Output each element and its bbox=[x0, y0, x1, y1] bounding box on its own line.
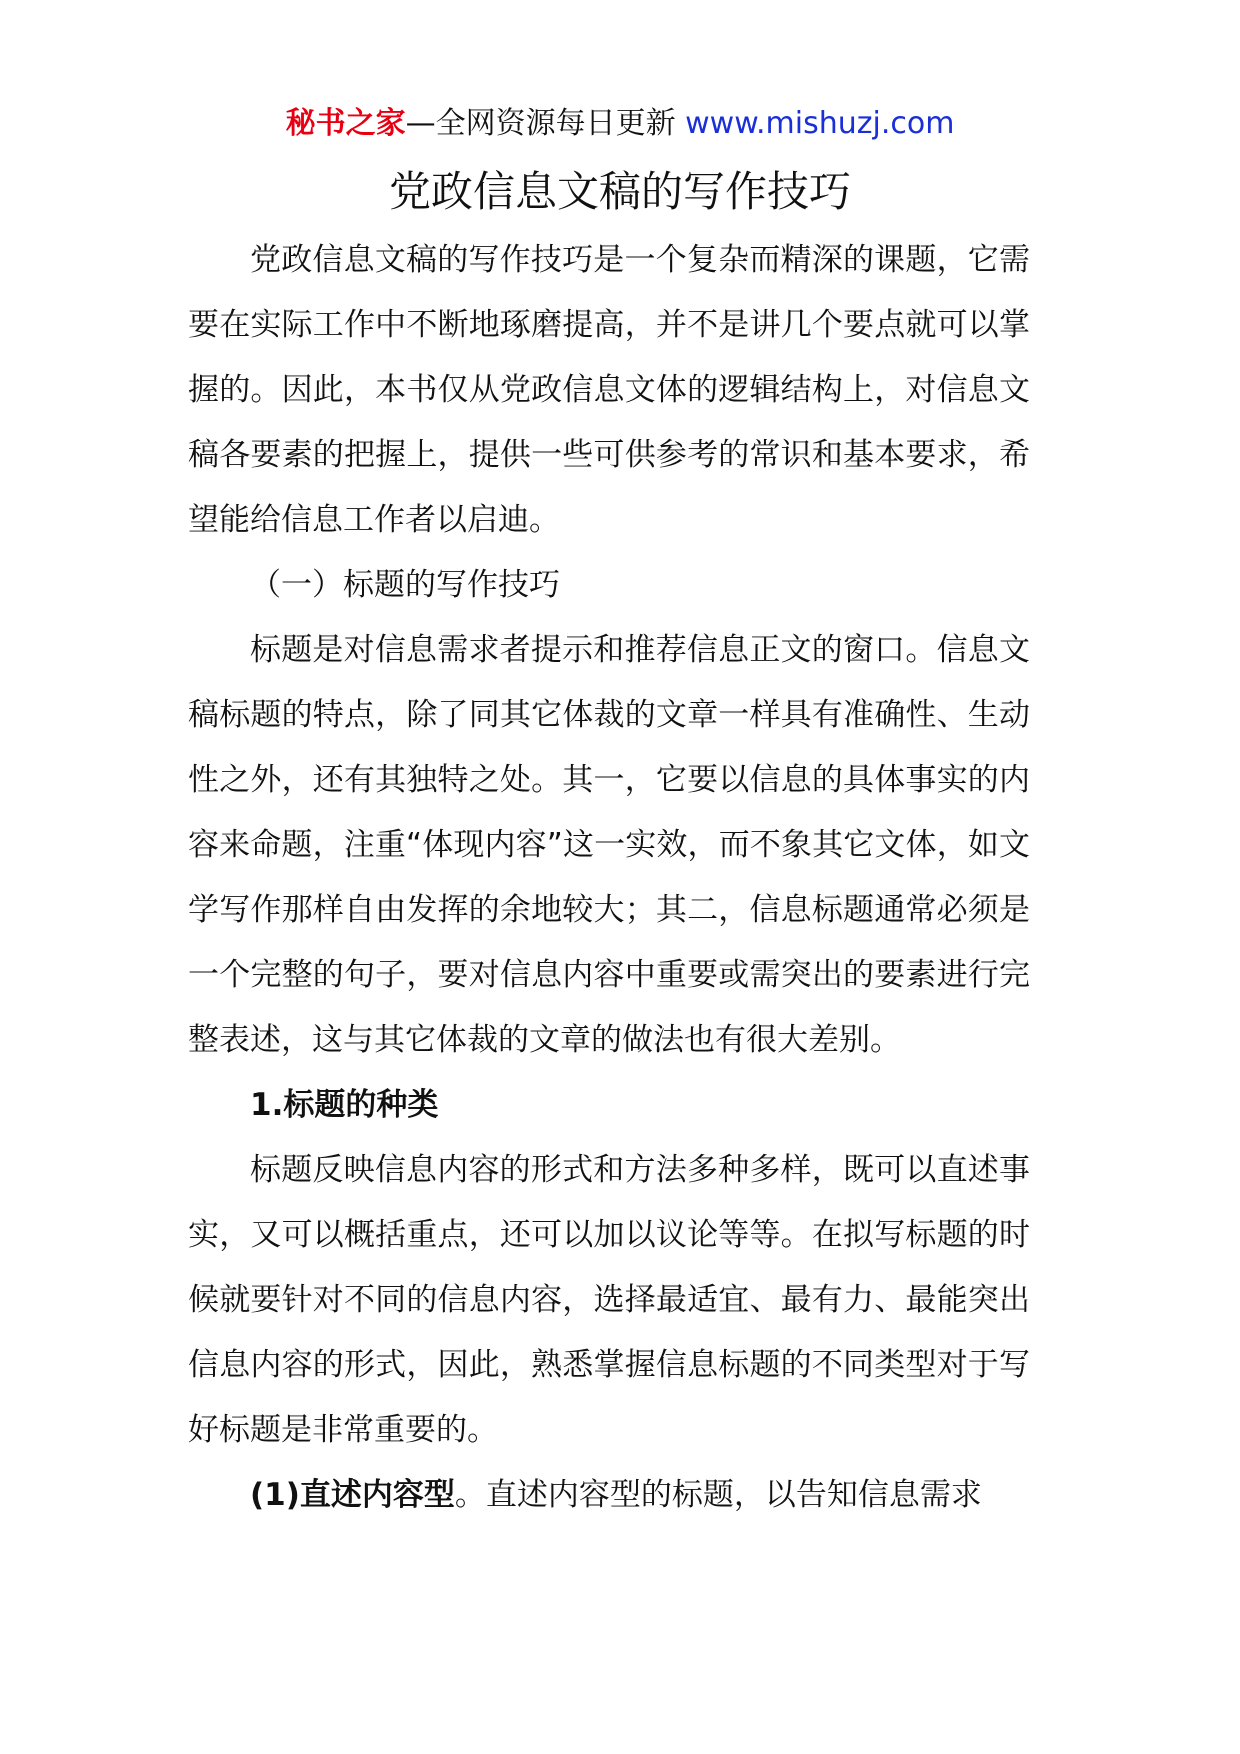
document-title: 党政信息文稿的写作技巧 bbox=[388, 167, 851, 216]
subheading: 1.标题的种类 bbox=[250, 1087, 439, 1123]
site-brand: 秘书之家 bbox=[285, 106, 406, 141]
intro-paragraph: 党政信息文稿的写作技巧是一个复杂而精深的课题，它需要在实际工作中不断地琢磨提高，并不是讲几个要点就可以掌握的。因此，本书仅从党政信息文体的逻辑结构上，对信息文稿各要素的把握上，提供一些可供参考的常识和基本要求，希望能给信息工作者以启迪。 bbox=[188, 242, 1030, 538]
site-url-link[interactable]: www.mishuzj.com bbox=[685, 106, 955, 141]
types-paragraph: 标题反映信息内容的形式和方法多种多样，既可以直述事实，又可以概括重点，还可以加以议论等等。在拟写标题的时候就要针对不同的信息内容，选择最适宜、最有力、最能突出信息内容的形式，因此，熟悉掌握信息标题的不同类型对于写好标题是非常重要的。 bbox=[188, 1152, 1030, 1448]
document-body bbox=[188, 228, 1030, 1528]
section-paragraph: 标题是对信息需求者提示和推荐信息正文的窗口。信息文稿标题的特点，除了同其它体裁的文章一样具有准确性、生动性之外，还有其独特之处。其一，它要以信息的具体事实的内容来命题，注重“体现内容”这一实效，而不象其它文体，如文学写作那样自由发挥的余地较大；其二，信息标题通常必须是一个完整的句子，要对信息内容中重要或需突出的要素进行完整表述，这与其它体裁的文章的做法也有很大差别。 bbox=[188, 632, 1030, 1058]
type1-text: 。直述内容型的标题，以告知信息需求 bbox=[454, 1477, 982, 1513]
type1-label: (1)直述内容型 bbox=[250, 1477, 455, 1513]
type1-paragraph bbox=[188, 1463, 1030, 1528]
section-heading: （一）标题的写作技巧 bbox=[250, 567, 560, 603]
site-header bbox=[0, 100, 1240, 148]
site-tagline: —全网资源每日更新 bbox=[405, 106, 686, 141]
